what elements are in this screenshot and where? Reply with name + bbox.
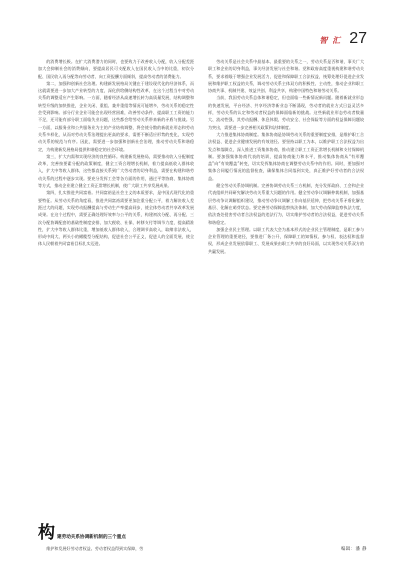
section-title: 建劳动关系协调新机制的三个重点 [57,535,126,540]
editor-credit: 编辑：潘 静 [341,547,367,552]
paragraph: 的消费增长极。在扩大消费潜力的同时，也要致力于改善收入分配，收入分配差距加大会抑制社会的消费倾向，要提高居民可支配收入在国民收入当中的比重，初次分配、国民收入再分配等向劳动者、向工资报酬方面倾斜，提高劳动者的消费能力。 [38,59,194,79]
paragraph: 健全劳动关系协调机制。完善协调劳动关系三方机制，充分发挥政府、工会和企业代表组织共同研究解决劳动关系重大问题的作用。健全劳动争议调解仲裁机制，加强基层劳动争议调解组织建设，推动劳动争议调解工作向基层延伸，把劳动关系矛盾化解在基层、化解在萌芽状态。要完善劳动保障监察执法体制，加大劳动保障监察执法力度，依法查处侵害劳动者合法权益的违法行为，切实维护劳动者的合法权益，促进劳动关系和谐稳定。 [208,183,364,225]
paragraph: 加强企业民主管理。以职工代表大会为基本形式的企业民主管理制度，是职工参与企业管理的重要途径，要推进厂务公开，保障职工的知情权、参与权、表达权和监督权，形成企业发展依靠职工、发展成果由职工共享的良好局面，以实现劳动关系双方的共赢发展。 [208,226,364,254]
paragraph: 维护和发展好劳动者权益。劳动者权益得到实保障，劳 [46,546,144,551]
page-header [319,30,367,48]
section-heading [38,525,126,542]
page-number: 27 [349,30,367,47]
right-column [208,58,364,255]
section-tag: 智 汇 [319,36,342,45]
left-column [38,58,194,248]
paragraph: 劳动关系是社会关系中最基本、最重要的关系之一，劳动关系是否和谐，事关广大职工和企业的切身利益，事关经济发展与社会和谐。党和政府高度重视构建和谐劳动关系，要求着眼于增强企业发展活力，促进和保障职工合法权益，统筹处理好促进企业发展和维护职工权益的关系，调动劳动关系主体双方的积极性、主动性，推动企业和职工协商共事、机制共建、效益共创、利益共享，构建中国特色和谐劳动关系。 [208,59,364,94]
paragraph: 大力推进集体协商制度。集体协商是协调劳动关系的重要制度安排，是维护职工合法权益、促进企业健康发展的有效途径。要坚持以职工为本，以维护职工合法权益为出发点和落脚点，深入推进工资集体协商，推动建立职工工资正常增长机制和支付保障机制。要加强集体协商代表的培训，提高协商能力和水平，推动集体协商从“有形覆盖”向“有效覆盖”转变，切实发挥集体协商在调整劳动关系中的作用。同时，要加强对集体合同履行情况的监督检查，确保集体合同落到实处，真正维护好劳动者的合法权益。 [208,131,364,181]
paragraph: 第四，扎实推进共同富裕。共同富裕是社会主义的本质要求，是中国式现代化的重要特征。从劳动关系的角度看，推进共同富裕需要更加注重分配公平，着力解决收入差距过大的问题，实现劳动报酬提高与劳动生产率提高同步，使全体劳动者共享改革发展成果。在这个过程中，需要正确处理好效率与公平的关系，构建初次分配、再分配、三次分配协调配套的基础性制度安排，加大税收、社保、转移支付等调节力度，提高精准性，扩大中等收入群体比重，增加低收入群体收入，合理调节高收入，取缔非法收入，形成中间大、两头小的橄榄型分配结构，促进社会公平正义，促进人的全面发展，使全体人民朝着共同富裕目标扎实迈进。 [38,190,194,247]
paragraph: 当前，我国劳动关系总体和谐稳定，但也面临一些新情况新问题。随着新就业形态的快速发展，平台经济、共享经济等新业态不断涌现，劳动者的就业方式日益灵活多样，劳动关系的认定和劳动者权益的保障面临新的挑战。这些新就业形态劳动者数量大、流动性强，其劳动报酬、休息休假、劳动安全、社会保险等方面的权益保障问题较为突出，需要进一步完善相关政策和法律制度。 [208,95,364,130]
paragraph: 第三，扩大内需和实现经济的良性循环。构建新发展格局，需要推动收入分配制度改革，完善按要素分配的政策制度，健全工资合理增长机制，着力提高低收入群体收入，扩大中等收入群体，这些都直接关系到广大劳动者的切身利益，需要在构建和谐劳动关系的过程中逐步实现。要充分发挥工会等各方面的作用，通过平等协商、集体协商等方式，推动企业建立健全工资正常增长机制，使广大职工共享发展成果。 [38,153,194,189]
paragraph: 第二，加强和创新社会治理。构建新发展格局关键在于建设现代化的经济体系，而这就需要进一步加大产业转型的力度，深化供给侧结构性改革，在这个过程当中对劳动关系的调整适应产生影响。一方面，随着经济从高速增长转为高质量发展，结构调整和转型升级的加快推进，企业关闭、重组、兼并重组等情况可能增多，劳动关系的稳定性会受到影响。部分行业企业可能会出现经营困难，改善劳动条件、提高职工工资的能力不足，还可能有部分职工面临失业问题，这些都会给劳动关系带来新的矛盾与挑战。另一方面，以服务业和公共服务业为主的产业结构调整，将会使分散的新就业形态和劳动关系多样化，从而对劳动关系治理提出更高的要求，需要不断适应形势的变化，实现劳动关系的规范与有序。因此，需要进一步加强和创新社会治理，推动劳动关系和谐稳定，为构建新发展格局提供和谐稳定的社会环境。 [38,80,194,152]
drop-cap: 构 [38,523,55,543]
